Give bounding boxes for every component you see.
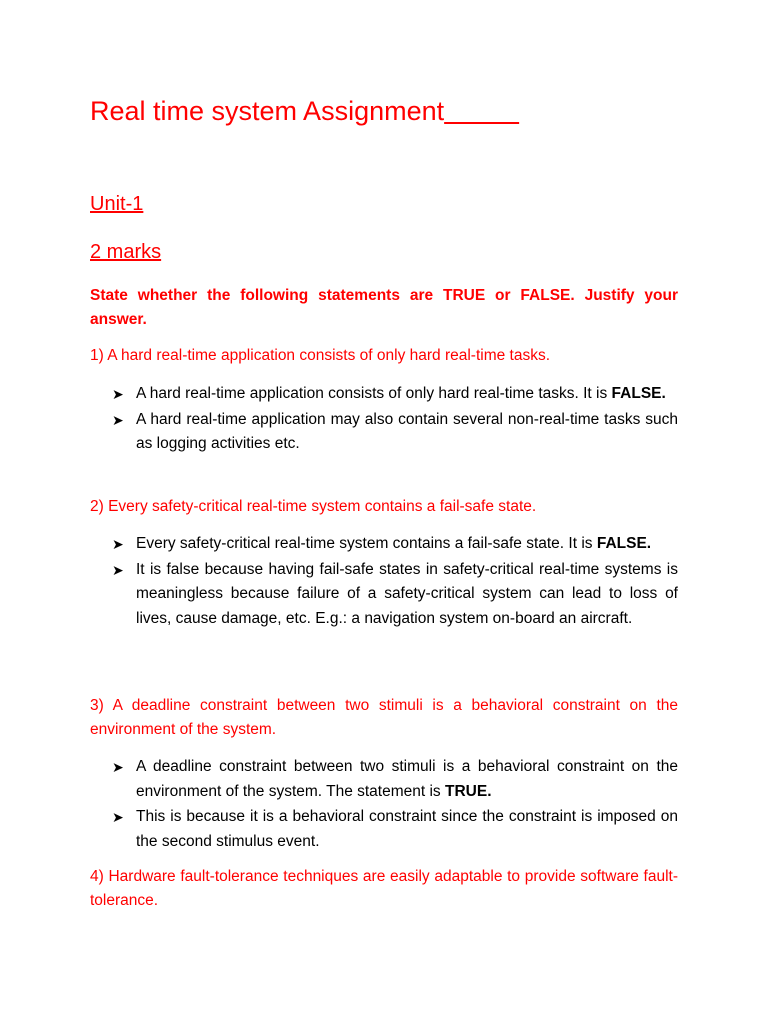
- arrowhead-bullet-icon: ➤: [112, 561, 124, 578]
- list-item: ➤ This is because it is a behavioral constraint since the constraint is imposed on the second stimulus event.: [112, 805, 678, 854]
- answer-list-3: [112, 755, 678, 855]
- title-underline-trail: [444, 96, 519, 126]
- arrowhead-bullet-icon: ➤: [112, 411, 124, 428]
- arrowhead-bullet-icon: ➤: [112, 386, 124, 402]
- unit-heading: Unit-1: [90, 193, 144, 215]
- question-2: 2) Every safety-critical real-time system contains a fail-safe state.: [90, 498, 537, 515]
- answer-list-2: [112, 532, 678, 632]
- list-item: ➤ A deadline constraint between two stimuli is a behavioral constraint on the environment of the system. The statement is TRUE.: [112, 755, 678, 804]
- arrowhead-bullet-icon: ➤: [112, 809, 124, 825]
- title-text: Real time system Assignment: [90, 96, 445, 126]
- document-title: [90, 96, 519, 127]
- list-item: ➤ A hard real-time application consists of only hard real-time tasks. It is FALSE.: [112, 382, 678, 407]
- arrowhead-bullet-icon: ➤: [112, 759, 124, 775]
- list-item: ➤ It is false because having fail-safe states in safety-critical real-time systems is meaningless because failure of a safety-critical system can lead to loss of lives, cause damage, etc. E.g.: a navigation system on-board an aircraft.: [112, 558, 678, 632]
- question-4: 4) Hardware fault-tolerance techniques are easily adaptable to provide software fault-tolerance.: [90, 868, 678, 909]
- list-item: ➤ A hard real-time application may also contain several non-real-time tasks such as logging activities etc.: [112, 408, 678, 457]
- question-1: 1) A hard real-time application consists of only hard real-time tasks.: [90, 347, 551, 364]
- list-item: ➤ Every safety-critical real-time system contains a fail-safe state. It is FALSE.: [112, 532, 678, 557]
- marks-heading: 2 marks: [90, 241, 162, 263]
- question-3: 3) A deadline constraint between two stimuli is a behavioral constraint on the environment of the system.: [90, 697, 678, 738]
- instructions: State whether the following statements are TRUE or FALSE. Justify your answer.: [90, 287, 678, 328]
- arrowhead-bullet-icon: ➤: [112, 536, 124, 552]
- answer-list-1: [112, 382, 678, 458]
